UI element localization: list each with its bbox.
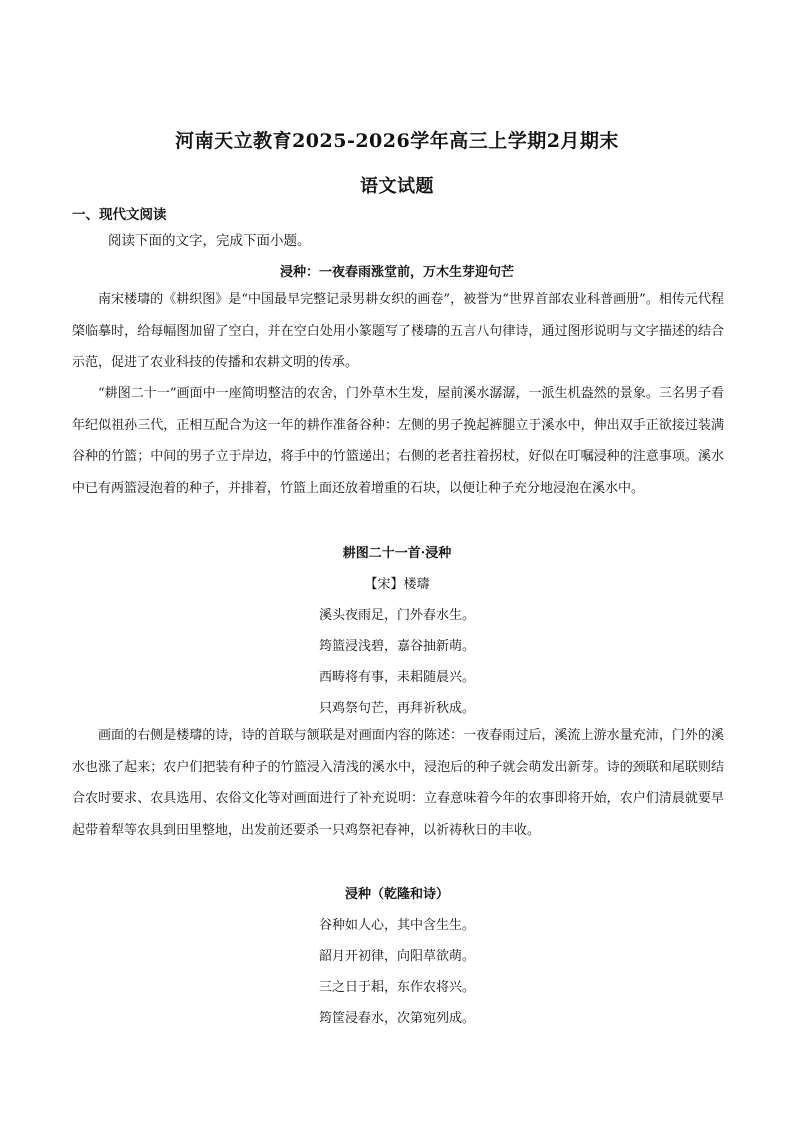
section-heading: 一、现代文阅读: [72, 207, 167, 223]
document-title: 河南天立教育2025-2026学年高三上学期2月期末: [175, 130, 619, 152]
poem-line: 谷种如人心，其中含生生。: [318, 918, 475, 933]
poem-line: 三之日于耜，东作农将兴。: [318, 980, 475, 995]
poem-line: 筠筐浸春水，次第宛列成。: [318, 1011, 475, 1026]
poem-title: 浸种（乾隆和诗）: [344, 887, 449, 902]
article-title: 浸种：一夜春雨涨堂前，万木生芽迎句芒: [279, 265, 514, 280]
poem-title: 耕图二十一首·浸种: [342, 546, 452, 561]
instruction-text: 阅读下面的文字，完成下面小题。: [108, 233, 311, 249]
paragraph: “耕图二十一”画面中一座简明整洁的农舍，门外草木生发，屋前溪水潺潺，一派生机盎然的景象。三名男子看年纪似祖孙三代，正相互配合为这一年的耕作准备谷种：左侧的男子挽起裤腿立于溪水中，伸出双手正欲接过装满谷种的竹篮；中间的男子立于岸边，将手中的竹篮递出；右侧的老者拄着拐杖，好似在叮嘱浸种的注意事项。溪水中已有两篮浸泡着的种子，并排着，竹篮上面还放着增重的石块，以便让种子充分地浸泡在溪水中。: [72, 386, 724, 496]
poem-line: 只鸡祭句芒，再拜祈秋成。: [318, 701, 475, 716]
paragraph: 南宋楼璹的《耕织图》是“中国最早完整记录男耕女织的画卷”，被誉为“世界首部农业科普画册”。相传元代程棨临摹时，给每幅图加留了空白，并在空白处用小篆题写了楼璹的五言八句律诗，通过图形说明与文字描述的结合示范，促进了农业科技的传播和农耕文明的传承。: [72, 292, 724, 370]
poem-author: 【宋】楼璹: [364, 577, 430, 592]
poem-line: 溪头夜雨足，门外春水生。: [318, 608, 475, 623]
poem-line: 韶月开初律，向阳草欲萌。: [318, 949, 475, 964]
poem-line: 筠篮浸浅碧，嘉谷抽新萌。: [318, 639, 475, 654]
document-subtitle: 语文试题: [360, 176, 434, 197]
paragraph: 画面的右侧是楼璹的诗，诗的首联与颔联是对画面内容的陈述：一夜春雨过后，溪流上游水量充沛，门外的溪水也涨了起来；农户们把装有种子的竹篮浸入清浅的溪水中，浸泡后的种子就会萌发出新芽。诗的颈联和尾联则结合农时要求、农具选用、农俗文化等对画面进行了补充说明：立春意味着今年的农事即将开始，农户们清晨就要早起带着犁等农具到田里整地，出发前还要杀一只鸡祭祀春神，以祈祷秋日的丰收。: [72, 728, 724, 838]
poem-line: 西畴将有事，耒耜随晨兴。: [318, 670, 475, 685]
